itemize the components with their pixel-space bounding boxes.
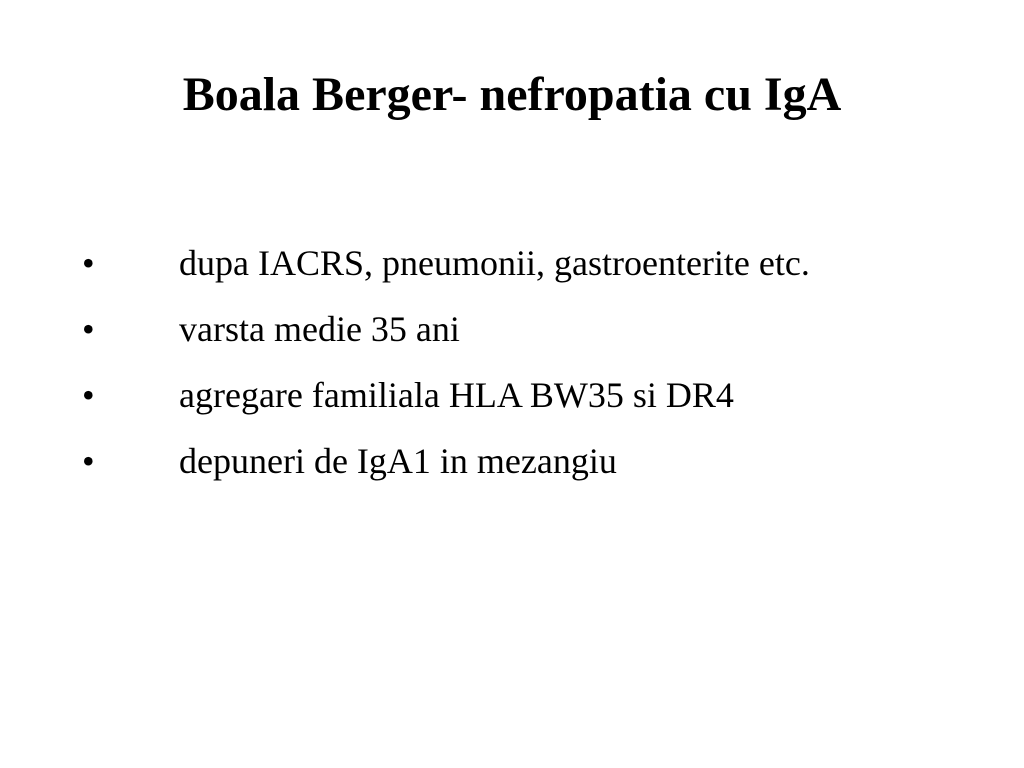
bullet-text: dupa IACRS, pneumonii, gastroenterite etc. [179, 243, 810, 283]
bullet-text: depuneri de IgA1 in mezangiu [179, 441, 617, 481]
bullet-item-1 [82, 236, 942, 290]
bullet-marker: • [82, 309, 95, 349]
bullet-marker: • [82, 375, 95, 415]
bullet-item-4 [82, 434, 942, 488]
bullet-marker: • [82, 243, 95, 283]
bullet-list [82, 236, 942, 500]
slide-title: Boala Berger- nefropatia cu IgA [182, 68, 842, 121]
bullet-marker: • [82, 441, 95, 481]
bullet-text: varsta medie 35 ani [179, 309, 460, 349]
bullet-text: agregare familiala HLA BW35 si DR4 [179, 375, 734, 415]
bullet-item-2 [82, 302, 942, 356]
bullet-item-3 [82, 368, 942, 422]
